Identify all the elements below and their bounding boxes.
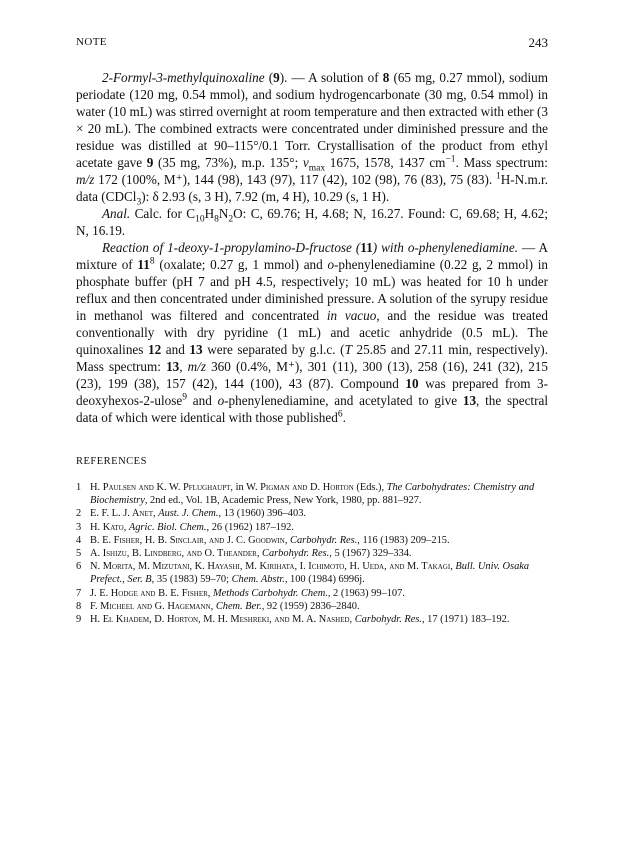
reference-item: 9 H. El Khadem, D. Horton, M. H. Meshreki, and M. A. Nashed, Carbohydr. Res., 17 (1971) 183–192.	[76, 614, 510, 626]
citation: 8	[149, 256, 155, 267]
reference-item: 7 J. E. Hodge and B. E. Fisher, Methods Carbohydr. Chem., 2 (1963) 99–107.	[76, 587, 405, 599]
citation: 6	[337, 409, 343, 420]
page-number: 243	[528, 35, 548, 50]
citation: 9	[182, 392, 187, 403]
section-title: Reaction of 1-deoxy-1-propylamino-D-fructose (	[102, 240, 361, 255]
reference-item: 6 N. Morita, M. Mizutani, K. Hayashi, M. Kirihata, I. Ichimoto, H. Ueda, and M. Takagi, Bull. Univ. Osaka Prefect., Ser. B, 35 (1983) 59–70; Chem. Abstr., 100 (1984) 6996j.	[76, 561, 530, 586]
paragraph-formyl-methylquinoxaline: 2-Formyl-3-methylquinoxaline (9). — A solution of 8 (65 mg, 0.27 mmol), sodium periodate (120 mg, 0.54 mmol), and sodium hydrogencarbonate (30 mg, 0.54 mmol) in water (10 mL) was stirred overnight at room temperature and then extracted with ether (3 × 20 mL). The combined extracts were concentrated under diminished pressure and the residue was distilled at 90–115°/0.1 Torr. Crystallisation of the product from ethyl acetate gave 9 (35 mg, 73%), m.p. 135°; $\nu_{max}$ 1675, 1578, 1437 $cm^{-1}$. Mass spectrum: m/z 172 (100%, M⁺), 144 (98), 143 (97), 117 (42), 102 (98), 76 (83), 75 (83). $^1$H-N.m.r. data (CDCl$_3$): δ 2.93 (s, 3 H), 7.92 (m, 4 H), 10.29 (s, 1 H).	[76, 70, 548, 208]
compound-ref: 13	[462, 393, 477, 408]
reference-list	[76, 481, 548, 626]
section-title: 2-Formyl-3-methylquinoxaline	[102, 70, 265, 85]
running-head: NOTE	[76, 36, 107, 48]
compound-ref: 10	[405, 376, 419, 391]
compound-ref: 11	[360, 240, 373, 255]
paragraph-reaction: Reaction of 1-deoxy-1-propylamino-D-fructose (11) with o-phenylenediamine. — A mixture of $11^8$ (oxalate; 0.27 g, 1 mmol) and o-phenylenediamine (0.22 g, 2 mmol) in phosphate buffer (pH 7 and pH 4.5, respectively; 10 mL) was heated for 10 h under reflux and then concentrated under diminished pressure. A solution of the syrupy residue in methanol was filtered and concentrated in vacuo, and the residue was treated conventionally with dry pyridine (1 mL) and acetic anhydride (0.5 mL). The quinoxalines 12 and 13 were separated by g.l.c. (T 25.85 and 27.11 min, respectively). Mass spectrum: 13, m/z 360 (0.4%, M⁺), 301 (11), 300 (13), 258 (16), 241 (32), 215 (23), 199 (38), 157 (42), 144 (100), 43 (87). Compound 10 was prepared from 3-deoxyhexos-2-ulose$^9$ and o-phenylenediamine, and acetylated to give 13, the spectral data of which were identical with those published$^6$.	[76, 240, 548, 425]
compound-ref: 13	[166, 359, 180, 374]
compound-ref: 9	[273, 70, 280, 85]
page-header	[76, 36, 548, 52]
reference-item: 4 B. E. Fisher, H. B. Sinclair, and J. C. Goodwin, Carbohydr. Res., 116 (1983) 209–215.	[76, 534, 450, 546]
references-heading: REFERENCES	[76, 456, 147, 467]
compound-ref: 12	[148, 342, 162, 357]
compound-ref: 11	[137, 257, 150, 272]
reference-item: 5 A. Ishizu, B. Lindberg, and O. Theander, Carbohydr. Res., 5 (1967) 329–334.	[76, 548, 412, 560]
article-body	[76, 69, 548, 426]
analysis-label: Anal.	[102, 206, 131, 221]
reference-item: 3 H. Kato, Agric. Biol. Chem., 26 (1962) 187–192.	[76, 521, 294, 533]
reference-item: 1 H. Paulsen and K. W. Pflughaupt, in W. Pigman and D. Horton (Eds.), The Carbohydrates: Chemistry and Biochemistry, 2nd ed., Vol. 1B, Academic Press, New York, 1980, pp. 881–927.	[76, 482, 535, 507]
compound-ref: 13	[189, 342, 203, 357]
compound-ref: 8	[382, 70, 390, 85]
compound-ref: 9	[146, 155, 154, 170]
paragraph-analysis: Anal. Calc. for $C_{10}H_8N_2O$: C, 69.76; H, 4.68; N, 16.27. Found: C, 69.68; H, 4.62; N, 16.19.	[76, 206, 548, 238]
reference-item: 2 E. F. L. J. Anet, Aust. J. Chem., 13 (1960) 396–403.	[76, 508, 306, 520]
reference-item: 8 F. Micheel and G. Hagemann, Chem. Ber., 92 (1959) 2836–2840.	[76, 600, 360, 612]
